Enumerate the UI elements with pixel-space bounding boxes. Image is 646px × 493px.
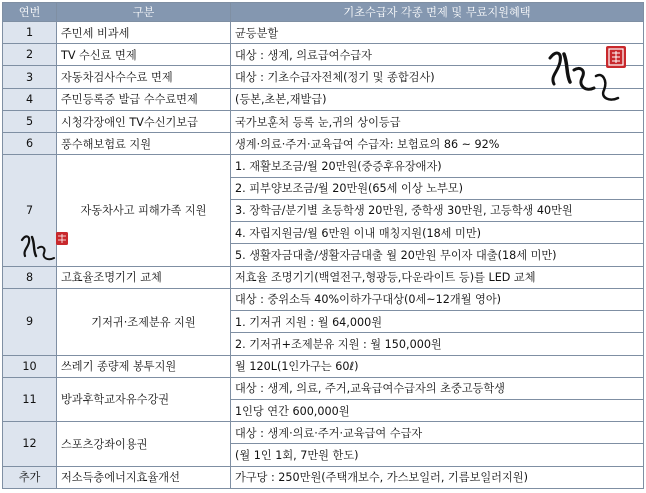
row-number: 1: [3, 22, 57, 44]
row-number: 3: [3, 66, 57, 88]
row-number: 4: [3, 88, 57, 110]
row-detail: 저효율 조명기기(백열전구,형광등,다운라이트 등)를 LED 교체: [231, 266, 644, 288]
row-number: 5: [3, 110, 57, 132]
row-number: 7: [3, 155, 57, 266]
table-row: [3, 110, 644, 132]
row-category: 스포츠강좌이용권: [57, 422, 231, 466]
row-number: 추가: [3, 466, 57, 488]
row-detail: 대상 : 생계, 의료급여수급자: [231, 44, 644, 66]
row-category: 저소득층에너지효율개선: [57, 466, 231, 488]
benefits-table: [2, 2, 644, 489]
row-detail: 균등분할: [231, 22, 644, 44]
row-category: 자동차사고 피해가족 지원: [57, 155, 231, 266]
row-detail: 2. 피부양보조금/월 20만원(65세 이상 노부모): [231, 177, 644, 199]
header-num: 연번: [3, 3, 57, 22]
row-category: 방과후학교자유수강권: [57, 377, 231, 421]
table-row: [3, 44, 644, 66]
table-row: [3, 266, 644, 288]
table-row: [3, 355, 644, 377]
row-number: 8: [3, 266, 57, 288]
row-detail: 월 120L(1인가구는 60ℓ): [231, 355, 644, 377]
row-category: 쓰레기 종량제 봉투지원: [57, 355, 231, 377]
row-category: 고효율조명기기 교체: [57, 266, 231, 288]
row-number: 9: [3, 288, 57, 355]
row-detail: 대상 : 중위소득 40%이하가구대상(0세~12개월 영아): [231, 288, 644, 310]
row-number: 10: [3, 355, 57, 377]
row-detail: 대상 : 생계, 의료, 주거,교육급여수급자의 초중고등학생: [231, 377, 644, 399]
row-number: 6: [3, 133, 57, 155]
table-row: [3, 133, 644, 155]
row-detail: 2. 기저귀+조제분유 지원 : 월 150,000원: [231, 333, 644, 355]
table-row: [3, 422, 644, 444]
row-number: 11: [3, 377, 57, 421]
table-row: [3, 466, 644, 488]
row-detail: 1인당 연간 600,000원: [231, 399, 644, 421]
row-detail: 생계·의료·주거·교육급여 수급자: 보험료의 86 ~ 92%: [231, 133, 644, 155]
row-detail: 대상 : 생계·의료·주거·교육급여 수급자: [231, 422, 644, 444]
row-detail: 가구당 : 250만원(주택개보수, 가스보일러, 기름보일러지원): [231, 466, 644, 488]
row-detail: 국가보훈처 등록 눈,귀의 상이등급: [231, 110, 644, 132]
row-detail: 대상 : 기초수급자전체(정기 및 종합검사): [231, 66, 644, 88]
row-detail: 4. 자립지원금/월 6만원 이내 매칭지원(18세 미만): [231, 222, 644, 244]
row-detail: 1. 재활보조금/월 20만원(중증후유장애자): [231, 155, 644, 177]
table-row: [3, 377, 644, 399]
row-detail: (등본,초본,재발급): [231, 88, 644, 110]
row-category: 시청각장애인 TV수신기보급: [57, 110, 231, 132]
header-row: [3, 3, 644, 22]
row-category: 자동차검사수수료 면제: [57, 66, 231, 88]
row-category: TV 수신료 면제: [57, 44, 231, 66]
table-row: [3, 22, 644, 44]
table-row: [3, 88, 644, 110]
row-detail: 1. 기저귀 지원 : 월 64,000원: [231, 311, 644, 333]
row-detail: 3. 장학금/분기별 초등학생 20만원, 중학생 30만원, 고등학생 40만원: [231, 199, 644, 221]
row-category: 풍수해보험료 지원: [57, 133, 231, 155]
row-category: 기저귀·조제분유 지원: [57, 288, 231, 355]
row-detail: 5. 생활자금대출/생활자금대출 월 20만원 무이자 대출(18세 미만): [231, 244, 644, 266]
table-row: [3, 155, 644, 177]
row-number: 2: [3, 44, 57, 66]
row-detail: (월 1인 1회, 7만원 한도): [231, 444, 644, 466]
row-category: 주민세 비과세: [57, 22, 231, 44]
table-row: [3, 66, 644, 88]
row-number: 12: [3, 422, 57, 466]
row-category: 주민등록증 발급 수수료면제: [57, 88, 231, 110]
table-row: [3, 288, 644, 310]
header-category: 구분: [57, 3, 231, 22]
header-detail: 기초수급자 각종 면제 및 무료지원혜택: [231, 3, 644, 22]
